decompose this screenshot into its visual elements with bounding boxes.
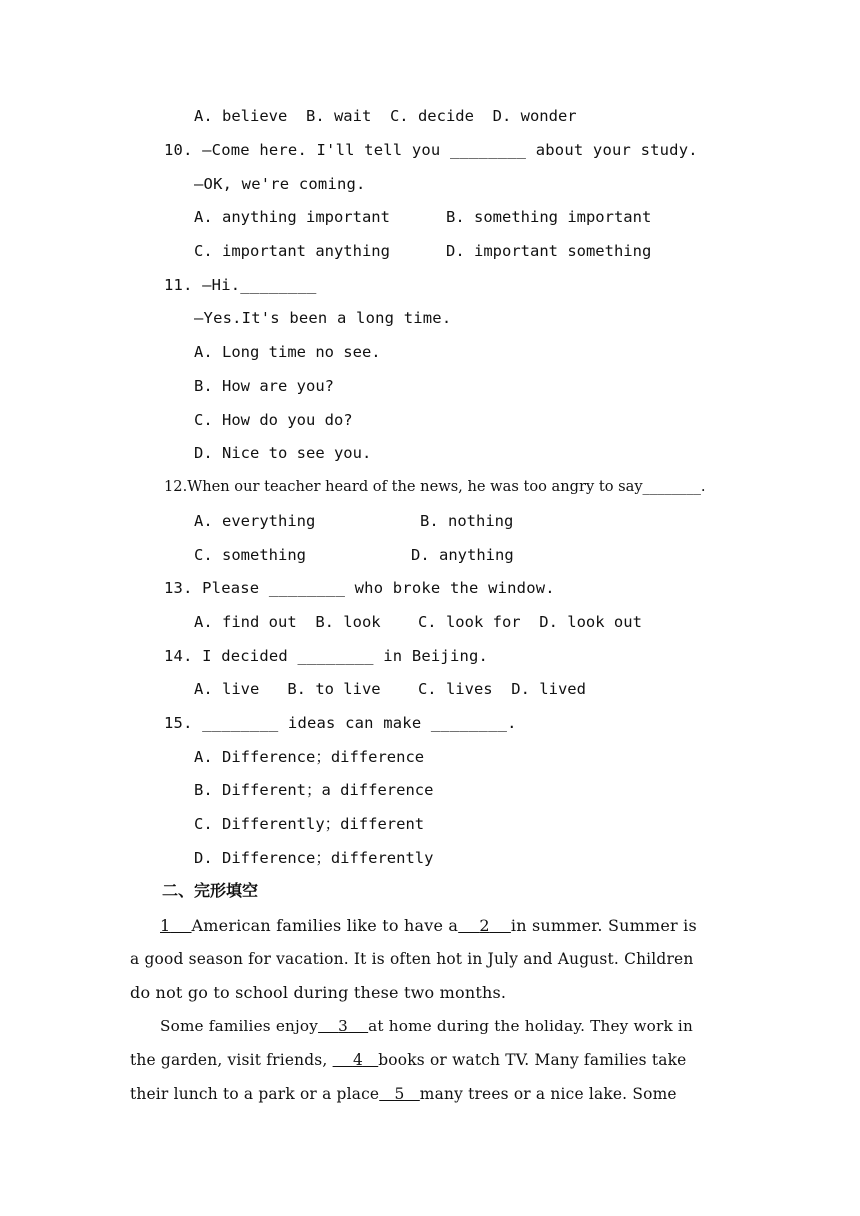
passage-line: a good season for vacation. It is often hot in July and August. Children	[130, 950, 694, 968]
q10-option-a: A. anything important	[194, 208, 390, 226]
q11-reply: —Yes.It's been a long time.	[194, 309, 452, 327]
passage-text: at home during the holiday. They work in	[368, 1017, 693, 1035]
q12-option-a: A. everything	[194, 512, 316, 530]
blank-number: 5	[394, 1085, 405, 1103]
q14-stem: 14. I decided ________ in Beijing.	[164, 647, 489, 665]
passage-line	[160, 1016, 693, 1036]
passage-line: do not go to school during these two months.	[130, 983, 507, 1002]
q15-option-b: B. Different；a difference	[194, 781, 434, 799]
blank-number: 2	[479, 916, 490, 935]
q9-options: A. believe B. wait C. decide D. wonder	[194, 107, 577, 125]
q14-options: A. live B. to live C. lives D. lived	[194, 680, 586, 698]
blank-1	[160, 916, 192, 935]
blank-2	[458, 916, 511, 935]
blank-4	[333, 1051, 379, 1069]
q12-option-b: B. nothing	[420, 512, 514, 530]
q11-option-a: A. Long time no see.	[194, 343, 381, 361]
q12-option-d: D. anything	[411, 546, 514, 564]
q15-stem: 15. ________ ideas can make ________.	[164, 714, 517, 732]
q11-stem: 11. —Hi.________	[164, 276, 317, 294]
blank-number: 4	[352, 1051, 363, 1069]
passage-text: books or watch TV. Many families take	[378, 1051, 687, 1069]
passage-line	[130, 1050, 686, 1070]
q11-option-d: D. Nice to see you.	[194, 444, 372, 462]
q12-option-c: C. something	[194, 546, 306, 564]
passage-line	[130, 1084, 677, 1104]
blank-number: 3	[338, 1017, 349, 1035]
blank-3	[318, 1017, 368, 1035]
section-heading: 二、完形填空	[162, 881, 259, 900]
q15-option-d: D. Difference；differently	[194, 849, 434, 867]
q10-reply: —OK, we're coming.	[194, 175, 366, 193]
blank-5	[379, 1085, 420, 1103]
blank-number: 1	[160, 916, 171, 935]
q10-option-b: B. something important	[446, 208, 652, 226]
q11-option-c: C. How do you do?	[194, 411, 353, 429]
passage-text: American families like to have a	[191, 916, 459, 935]
q13-options: A. find out B. look C. look for D. look out	[194, 613, 642, 631]
q13-stem: 13. Please ________ who broke the window.	[164, 579, 555, 597]
q12-stem: 12.When our teacher heard of the news, he was too angry to say________.	[164, 478, 706, 495]
q10-option-d: D. important something	[446, 242, 652, 260]
passage-text: their lunch to a park or a place	[130, 1085, 380, 1103]
q15-option-c: C. Differently；different	[194, 815, 425, 833]
q10-stem: 10. —Come here. I'll tell you ________ about your study.	[164, 141, 698, 159]
passage-line	[160, 916, 697, 936]
q15-option-a: A. Difference；difference	[194, 748, 425, 766]
q11-option-b: B. How are you?	[194, 377, 334, 395]
passage-text: many trees or a nice lake. Some	[419, 1085, 677, 1103]
q10-option-c: C. important anything	[194, 242, 390, 260]
passage-text: in summer. Summer is	[510, 916, 697, 935]
passage-text: Some families enjoy	[160, 1017, 319, 1035]
passage-text: the garden, visit friends,	[130, 1051, 333, 1069]
